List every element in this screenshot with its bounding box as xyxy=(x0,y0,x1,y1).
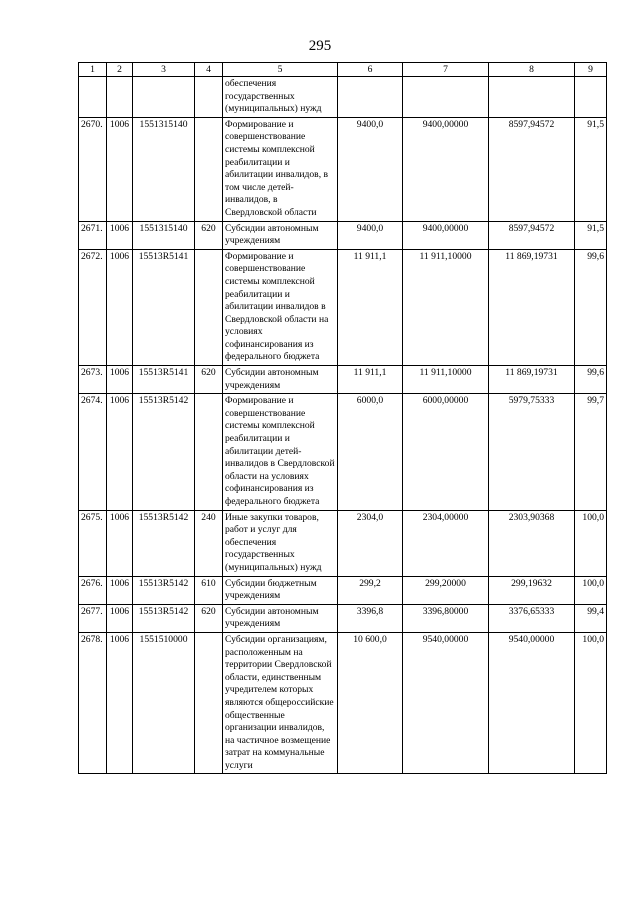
header-row xyxy=(79,63,607,77)
expense-type-code: 620 xyxy=(195,221,223,249)
planned-amount: 2304,00000 xyxy=(403,510,489,576)
executed-amount: 11 869,19731 xyxy=(489,366,575,394)
executed-amount: 8597,94572 xyxy=(489,117,575,221)
table-row xyxy=(79,632,607,774)
planned-amount: 9400,00000 xyxy=(403,221,489,249)
table-row xyxy=(79,117,607,221)
expense-type-code xyxy=(195,249,223,365)
row-number: 2675. xyxy=(79,510,107,576)
target-article-code xyxy=(133,77,195,118)
column-header: 6 xyxy=(338,63,403,77)
execution-percent: 91,5 xyxy=(575,221,607,249)
item-name: Иные закупки товаров, работ и услуг для обеспечения государственных (муниципальных) нужд xyxy=(223,510,338,576)
item-name: Субсидии автономным учреждениям xyxy=(223,221,338,249)
budget-table xyxy=(78,62,607,774)
planned-amount: 6000,00000 xyxy=(403,394,489,510)
row-number: 2676. xyxy=(79,576,107,604)
column-header: 2 xyxy=(107,63,133,77)
executed-amount: 2303,90368 xyxy=(489,510,575,576)
planned-amount: 11 911,10000 xyxy=(403,366,489,394)
approved-amount: 10 600,0 xyxy=(338,632,403,774)
row-number: 2672. xyxy=(79,249,107,365)
expense-type-code xyxy=(195,77,223,118)
column-header: 3 xyxy=(133,63,195,77)
target-article-code: 1551510000 xyxy=(133,632,195,774)
execution-percent: 100,0 xyxy=(575,632,607,774)
planned-amount: 299,20000 xyxy=(403,576,489,604)
item-name: Формирование и совершенствование системы комплексной реабилитации и абилитации инвалидов в Свердловской области на условиях софинансирования из федерального бюджета xyxy=(223,249,338,365)
section-code: 1006 xyxy=(107,604,133,632)
executed-amount: 299,19632 xyxy=(489,576,575,604)
target-article-code: 15513R5142 xyxy=(133,510,195,576)
expense-type-code xyxy=(195,117,223,221)
execution-percent: 100,0 xyxy=(575,576,607,604)
row-number: 2674. xyxy=(79,394,107,510)
approved-amount: 299,2 xyxy=(338,576,403,604)
table-row xyxy=(79,221,607,249)
executed-amount: 3376,65333 xyxy=(489,604,575,632)
column-header: 7 xyxy=(403,63,489,77)
table-row xyxy=(79,576,607,604)
section-code: 1006 xyxy=(107,576,133,604)
expense-type-code: 620 xyxy=(195,366,223,394)
item-name: Субсидии организациям, расположенным на территории Свердловской области, единственным учредителем которых являются общероссийские общественные организации инвалидов, на частичное возмещение затрат на коммунальные услуги xyxy=(223,632,338,774)
executed-amount: 11 869,19731 xyxy=(489,249,575,365)
target-article-code: 15513R5141 xyxy=(133,249,195,365)
row-number: 2677. xyxy=(79,604,107,632)
table-row xyxy=(79,77,607,118)
target-article-code: 15513R5142 xyxy=(133,576,195,604)
target-article-code: 15513R5142 xyxy=(133,394,195,510)
approved-amount: 9400,0 xyxy=(338,221,403,249)
item-name: Субсидии автономным учреждениям xyxy=(223,366,338,394)
expense-type-code: 620 xyxy=(195,604,223,632)
table-row xyxy=(79,366,607,394)
row-number: 2671. xyxy=(79,221,107,249)
planned-amount: 9540,00000 xyxy=(403,632,489,774)
executed-amount: 5979,75333 xyxy=(489,394,575,510)
table-row xyxy=(79,510,607,576)
item-name: обеспечения государственных (муниципальных) нужд xyxy=(223,77,338,118)
section-code: 1006 xyxy=(107,117,133,221)
approved-amount: 11 911,1 xyxy=(338,249,403,365)
item-name: Субсидии автономным учреждениям xyxy=(223,604,338,632)
section-code: 1006 xyxy=(107,366,133,394)
section-code: 1006 xyxy=(107,632,133,774)
expense-type-code xyxy=(195,632,223,774)
target-article-code: 1551315140 xyxy=(133,221,195,249)
approved-amount: 11 911,1 xyxy=(338,366,403,394)
execution-percent: 91,5 xyxy=(575,117,607,221)
execution-percent: 99,4 xyxy=(575,604,607,632)
column-header: 9 xyxy=(575,63,607,77)
table-row xyxy=(79,604,607,632)
item-name: Формирование и совершенствование системы комплексной реабилитации и абилитации инвалидов, в том числе детей-инвалидов, в Свердловской области xyxy=(223,117,338,221)
approved-amount xyxy=(338,77,403,118)
column-header: 8 xyxy=(489,63,575,77)
column-header: 4 xyxy=(195,63,223,77)
section-code: 1006 xyxy=(107,394,133,510)
target-article-code: 1551315140 xyxy=(133,117,195,221)
expense-type-code: 610 xyxy=(195,576,223,604)
item-name: Субсидии бюджетным учреждениям xyxy=(223,576,338,604)
approved-amount: 6000,0 xyxy=(338,394,403,510)
row-number xyxy=(79,77,107,118)
planned-amount: 11 911,10000 xyxy=(403,249,489,365)
approved-amount: 2304,0 xyxy=(338,510,403,576)
execution-percent: 99,7 xyxy=(575,394,607,510)
approved-amount: 9400,0 xyxy=(338,117,403,221)
planned-amount: 3396,80000 xyxy=(403,604,489,632)
column-header: 5 xyxy=(223,63,338,77)
section-code: 1006 xyxy=(107,249,133,365)
table-row xyxy=(79,249,607,365)
approved-amount: 3396,8 xyxy=(338,604,403,632)
execution-percent: 100,0 xyxy=(575,510,607,576)
expense-type-code: 240 xyxy=(195,510,223,576)
row-number: 2673. xyxy=(79,366,107,394)
section-code: 1006 xyxy=(107,221,133,249)
target-article-code: 15513R5141 xyxy=(133,366,195,394)
executed-amount: 9540,00000 xyxy=(489,632,575,774)
row-number: 2670. xyxy=(79,117,107,221)
table-row xyxy=(79,394,607,510)
target-article-code: 15513R5142 xyxy=(133,604,195,632)
execution-percent: 99,6 xyxy=(575,249,607,365)
execution-percent: 99,6 xyxy=(575,366,607,394)
row-number: 2678. xyxy=(79,632,107,774)
section-code xyxy=(107,77,133,118)
executed-amount: 8597,94572 xyxy=(489,221,575,249)
page-number: 295 xyxy=(308,38,332,54)
planned-amount xyxy=(403,77,489,118)
section-code: 1006 xyxy=(107,510,133,576)
column-header: 1 xyxy=(79,63,107,77)
executed-amount xyxy=(489,77,575,118)
expense-type-code xyxy=(195,394,223,510)
item-name: Формирование и совершенствование системы комплексной реабилитации и абилитации детей-инвалидов в Свердловской области на условиях софинансирования из федерального бюджета xyxy=(223,394,338,510)
planned-amount: 9400,00000 xyxy=(403,117,489,221)
table-body xyxy=(79,77,607,774)
execution-percent xyxy=(575,77,607,118)
